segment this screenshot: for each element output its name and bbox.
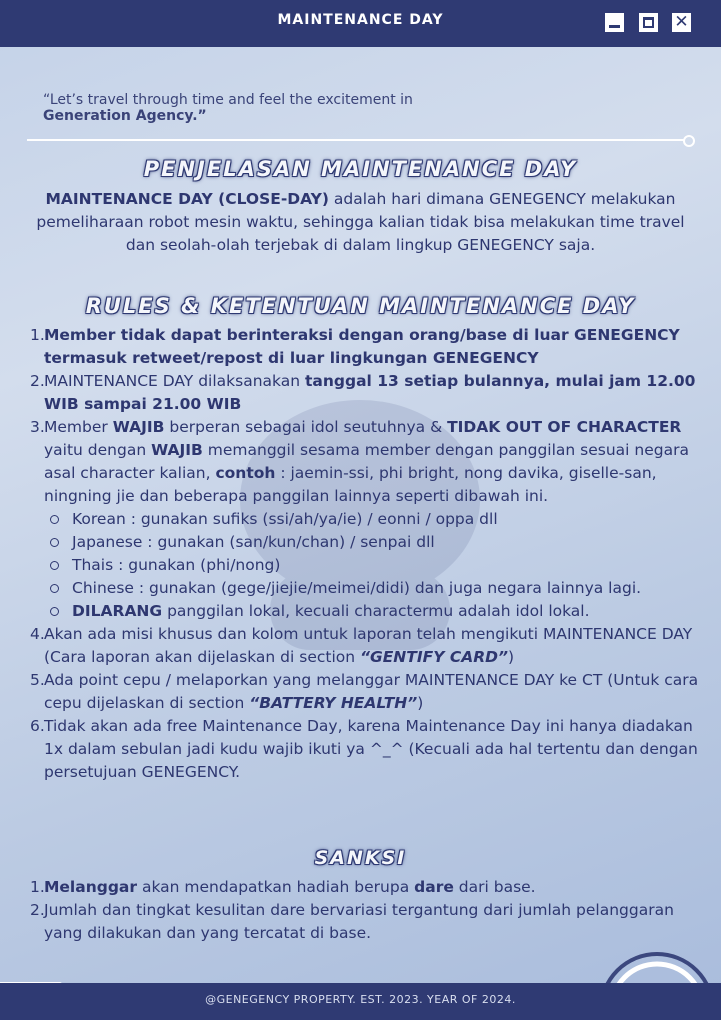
rule-3-b3: WAJIB	[151, 441, 203, 459]
rule-5-end: )	[417, 694, 424, 712]
sanksi-list	[30, 876, 705, 945]
sub-item-dilarang	[30, 600, 705, 623]
rule-3-t5: : jaemin-ssi, phi bright, nong davika, giselle-san, ningning jie dan beberapa panggilan lainnya seperti dibawah ini.	[44, 464, 657, 505]
sanksi-1-b2: dare	[414, 878, 454, 896]
rule-number: 1.	[30, 326, 45, 344]
rule-6-text: Tidak akan ada free Maintenance Day, karena Maintenance Day ini hanya diadakan 1x dalam sebulan jadi kudu wajib ikuti ya ^_^ (Kecuali ada hal tertentu dan dengan persetujuan GENEGENCY.	[44, 717, 698, 781]
bullet-circle-icon	[50, 561, 59, 570]
rule-item-6	[30, 715, 705, 784]
rule-number: 3.	[30, 418, 45, 436]
intro-text: adalah hari dimana GENEGENCY melakukan pemeliharaan robot mesin waktu, sehingga kalian tidak bisa melakukan time travel dan seolah-olah terjebak di dalam lingkup GENEGENCY saja.	[36, 190, 685, 254]
rule-4-text: Akan ada misi khusus dan kolom untuk laporan telah mengikuti MAINTENANCE DAY (Cara laporan akan dijelaskan di section	[44, 625, 693, 666]
rule-1-bold: Member tidak dapat berinteraksi dengan orang/base di luar GENEGENCY termasuk retweet/repost di luar lingkungan GENEGENCY	[44, 326, 680, 367]
tagline-quote	[43, 92, 423, 124]
rule-item-3	[30, 416, 705, 508]
sub-bold: DILARANG	[72, 602, 163, 620]
rule-2-bold: tanggal 13 setiap bulannya, mulai jam 12.00 WIB sampai 21.00 WIB	[44, 372, 696, 413]
sub-item-thais	[30, 554, 705, 577]
rules-list	[30, 324, 705, 784]
close-icon[interactable]: ✕	[672, 13, 691, 32]
footer-bar	[0, 983, 721, 1020]
rule-number: 5.	[30, 671, 45, 689]
rule-item-1	[30, 324, 705, 370]
sanksi-item-1	[30, 876, 705, 899]
rule-item-4	[30, 623, 705, 669]
footer-text: @GENEGENCY PROPERTY. EST. 2023. YEAR OF 2024.	[205, 993, 516, 1006]
sanksi-1-t1: akan mendapatkan hadiah berupa	[137, 878, 415, 896]
intro-paragraph	[20, 188, 701, 257]
sanksi-2-text: Jumlah dan tingkat kesulitan dare bervariasi tergantung dari jumlah pelanggaran yang dilakukan dan yang tercatat di base.	[44, 901, 674, 942]
rule-number: 4.	[30, 625, 45, 643]
sub-item-japanese	[30, 531, 705, 554]
sanksi-number: 2.	[30, 901, 45, 919]
bullet-circle-icon	[50, 515, 59, 524]
heading-penjelasan: PENJELASAN MAINTENANCE DAY	[143, 157, 578, 181]
minimize-icon[interactable]	[605, 13, 624, 32]
heading-rules: RULES & KETENTUAN MAINTENANCE DAY	[85, 294, 636, 318]
divider-line	[27, 139, 685, 141]
sub-text: panggilan lokal, kecuali charactermu adalah idol lokal.	[162, 602, 590, 620]
rule-item-5	[30, 669, 705, 715]
rule-4-end: )	[508, 648, 515, 666]
rule-5-text: Ada point cepu / melaporkan yang melanggar MAINTENANCE DAY ke CT (Untuk cara cepu dijelaskan di section	[44, 671, 699, 712]
rule-5-link: “BATTERY HEALTH”	[249, 694, 418, 712]
sanksi-item-2	[30, 899, 705, 945]
heading-sanksi: SANKSI	[314, 847, 407, 869]
quote-text: “Let’s travel through time and feel the excitement in	[43, 92, 413, 108]
rule-3-b1: WAJIB	[112, 418, 165, 436]
sub-item-chinese	[30, 577, 705, 600]
window-title: MAINTENANCE DAY	[277, 12, 444, 28]
maximize-icon[interactable]	[639, 13, 658, 32]
sanksi-number: 1.	[30, 878, 45, 896]
rule-3-t2: berperan sebagai idol seutuhnya &	[164, 418, 448, 436]
sub-item-korean	[30, 508, 705, 531]
rule-2-text: MAINTENANCE DAY dilaksanakan	[44, 372, 305, 390]
sub-text: Japanese : gunakan (san/kun/chan) / senpai dll	[72, 533, 435, 551]
rule-3-b4: contoh	[215, 464, 276, 482]
rule-3-t3: yaitu dengan	[44, 441, 152, 459]
rule-number: 6.	[30, 717, 45, 735]
rule-3-t4: memanggil sesama member dengan panggilan sesuai negara asal character kalian,	[44, 441, 689, 482]
title-bar	[0, 0, 721, 47]
rule-item-2	[30, 370, 705, 416]
bullet-circle-icon	[50, 584, 59, 593]
bullet-circle-icon	[50, 607, 59, 616]
intro-bold: MAINTENANCE DAY (CLOSE-DAY)	[45, 190, 329, 208]
sanksi-1-t2: dari base.	[453, 878, 536, 896]
sanksi-1-b1: Melanggar	[44, 878, 138, 896]
bullet-circle-icon	[50, 538, 59, 547]
quote-bold: Generation Agency.”	[43, 108, 207, 124]
divider-dot-icon	[683, 135, 695, 147]
rule-number: 2.	[30, 372, 45, 390]
sub-text: Korean : gunakan sufiks (ssi/ah/ya/ie) / eonni / oppa dll	[72, 510, 498, 528]
rule-3-t1: Member	[44, 418, 113, 436]
rule-4-link: “GENTIFY CARD”	[360, 648, 508, 666]
sub-text: Chinese : gunakan (gege/jiejie/meimei/didi) dan juga negara lainnya lagi.	[72, 579, 642, 597]
sub-text: Thais : gunakan (phi/nong)	[72, 556, 281, 574]
rule-3-b2: TIDAK OUT OF CHARACTER	[447, 418, 682, 436]
